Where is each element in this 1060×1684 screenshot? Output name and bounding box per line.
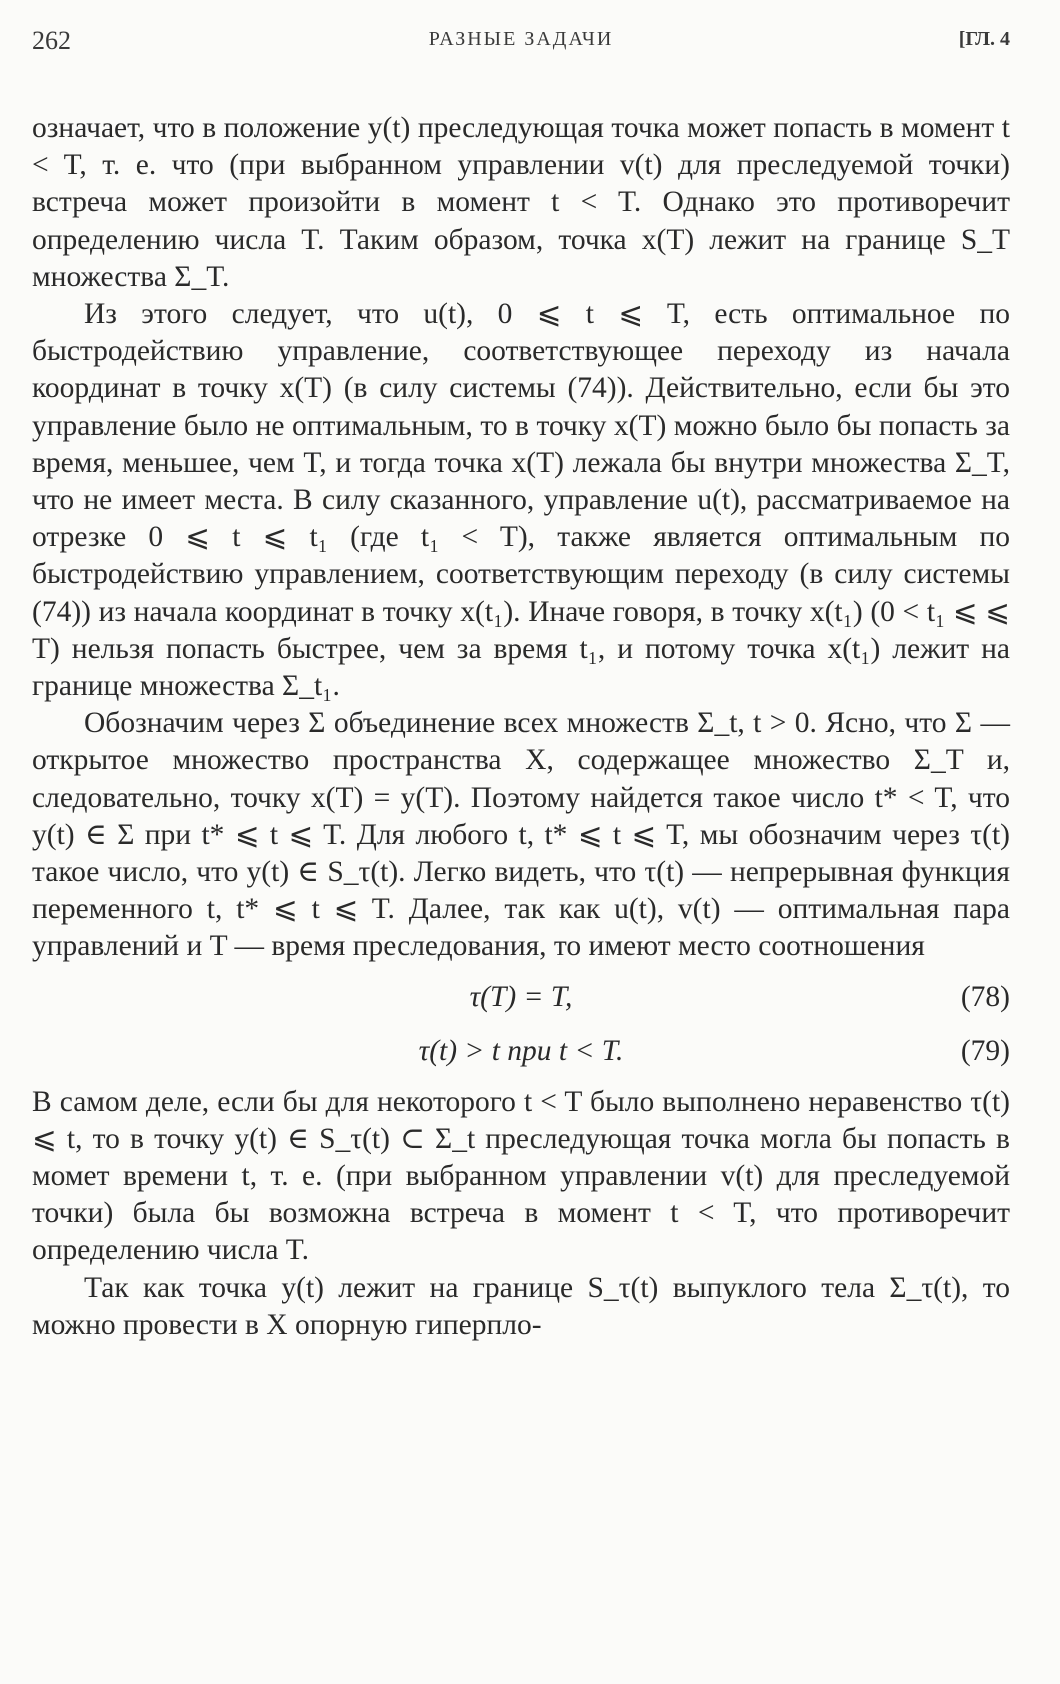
paragraph-4: В самом деле, если бы для некоторого t < T было выполнено неравенство τ(t) ⩽ t, то в точку y(t) ∈ S_τ(t) ⊂ Σ_t преследующая точка могла бы попасть в момет времени t, т. е. (при выбранном управлении v(t) для преследуемой точки) была бы возможна встреча в момент t < T, что противоречит определению числа T. [32, 1085, 1010, 1267]
page-number: 262 [32, 26, 71, 55]
equation-expression: τ(t) > t при t < T. [418, 1034, 624, 1067]
paragraph-2: Из этого следует, что u(t), 0 ⩽ t ⩽ T, есть оптимальное по быстродействию управление, соответствующее переходу из начала координат в точку x(T) (в силу системы (74)). Действительно, если бы это управление было не оптимальным, то в точку x(T) можно было бы попасть за время, меньшее, чем T, и тогда точка x(T) лежала бы внутри множества Σ_T, что не имеет места. В силу сказанного, управление u(t), рассматриваемое на отрезке 0 ⩽ t ⩽ t₁ (где t₁ < T), также является оптимальным по быстродействию управлением, соответствующим переходу (в силу системы (74)) из начала координат в точку x(t₁). Иначе говоря, в точку x(t₁) (0 < t₁ ⩽ ⩽ T) нельзя попасть быстрее, чем за время t₁, и потому точка x(t₁) лежит на границе множества Σ_t₁. [32, 298, 1010, 703]
chapter-label: [ГЛ. 4 [958, 28, 1010, 50]
paragraph-3: Обозначим через Σ объединение всех множеств Σ_t, t > 0. Ясно, что Σ — открытое множество пространства X, содержащее множество Σ_T и, следовательно, точку x(T) = y(T). Поэтому найдется такое число t* < T, что y(t) ∈ Σ при t* ⩽ t ⩽ T. Для любого t, t* ⩽ t ⩽ T, мы обозначим через τ(t) такое число, что y(t) ∈ S_τ(t). Легко видеть, что τ(t) — непрерывная функция переменного t, t* ⩽ t ⩽ T. Далее, так как u(t), v(t) — оптимальная пара управлений и T — время преследования, то имеют место соотношения [32, 707, 1010, 963]
page-header [32, 26, 1010, 62]
running-title: РАЗНЫЕ ЗАДАЧИ [428, 28, 614, 50]
paragraph-1: означает, что в положение y(t) преследующая точка может попасть в момент t < T, т. е. что (при выбранном управлении v(t) для преследуемой точки) встреча может произойти в момент t < T. Однако это противоречит определению числа T. Таким образом, точка x(T) лежит на границе S_T множества Σ_T. [32, 112, 1010, 293]
equation-78 [32, 970, 1010, 1024]
equation-number: (78) [960, 980, 1010, 1013]
page-body [32, 110, 1010, 1344]
equation-expression: τ(T) = T, [469, 980, 573, 1013]
equation-number: (79) [960, 1034, 1010, 1067]
paragraph-5: Так как точка y(t) лежит на границе S_τ(t) выпуклого тела Σ_τ(t), то можно провести в X опорную гиперпло- [32, 1271, 1010, 1341]
equation-block [32, 970, 1010, 1078]
equation-79 [32, 1024, 1010, 1078]
